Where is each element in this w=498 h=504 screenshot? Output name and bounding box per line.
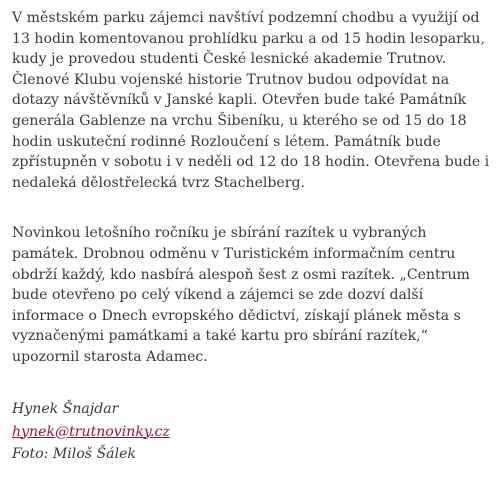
article-body	[12, 8, 496, 368]
photo-credit: Foto: Miloš Šálek	[12, 446, 136, 462]
article-signature	[12, 398, 170, 466]
article-paragraph-2: Novinkou letošního ročníku je sbírání razítek u vybraných památek. Drobnou odměnu v Turistickém informačním centru obdrží každý, kdo nasbírá alespoň šest z osmi razítek. „Centrum bude otevřeno po celý víkend a zájemci se zde dozví další informace o Dnech evropského dědictví, získají plánek města s vyznačenými památkami a také kartu pro sbírání razítek,“ upozornil starosta Adamec.	[12, 225, 470, 365]
author-email-link[interactable]: hynek@trutnovinky.cz	[12, 423, 170, 440]
author-name: Hynek Šnajdar	[12, 401, 119, 417]
article-paragraph-1: V městském parku zájemci navštíví podzemní chodbu a využijí od 13 hodin komentovanou prohlídku parku a od 15 hodin lesoparku, kudy je provedou studenti České lesnické akademie Trutnov. Členové Klubu vojenské historie Trutnov budou odpovídat na dotazy návštěvníků v Janské kapli. Otevřen bude také Památník generála Gablenze na vrchu Šibeníku, u kterého se od 15 do 18 hodin uskuteční rodinné Rozloučení s létem. Památník bude zpřístupněn v sobotu i v neděli od 12 do 18 hodin. Otevřena bude i nedaleká dělostřelecká tvrz Stachelberg.	[12, 10, 490, 191]
